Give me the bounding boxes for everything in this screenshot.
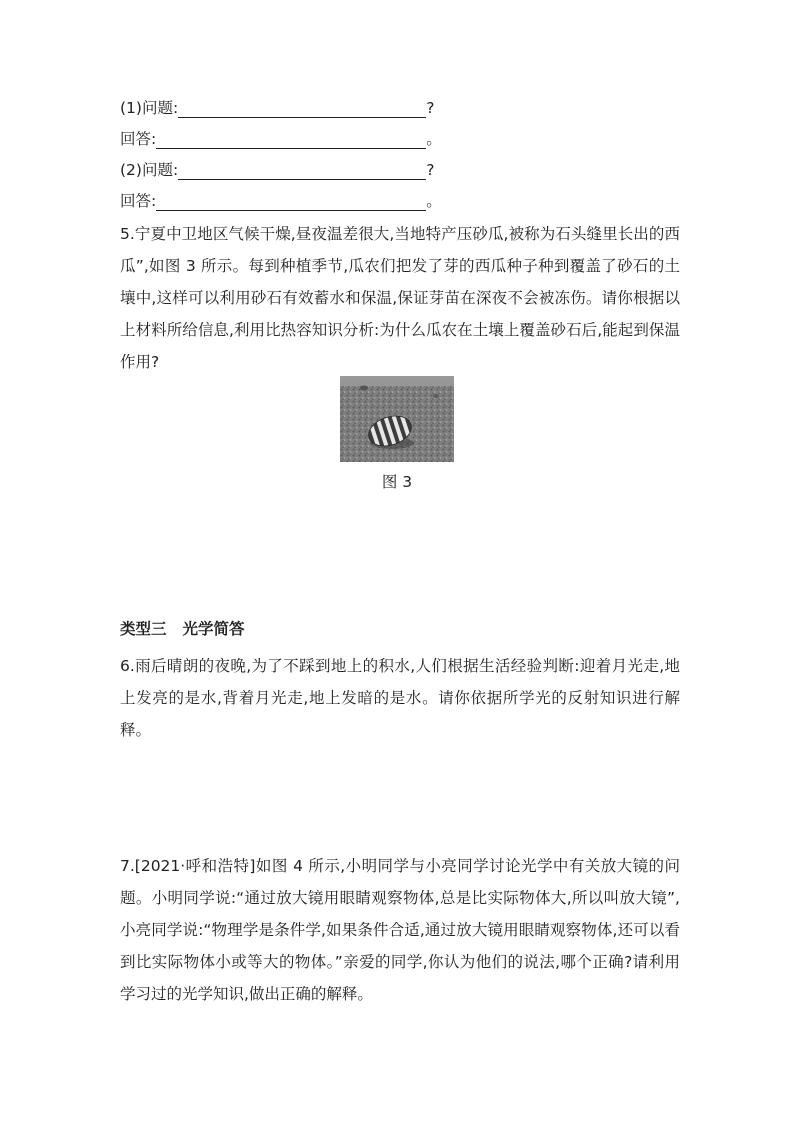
section-heading	[120, 618, 245, 640]
blank-prefix: 回答:	[120, 192, 157, 210]
blank-suffix: ?	[426, 99, 435, 117]
question-6: 6.雨后晴朗的夜晚,为了不踩到地上的积水,人们根据生活经验判断:迎着月光走,地上发亮的是水,背着月光走,地上发暗的是水。请你依据所学光的反射知识进行解释。	[120, 657, 680, 739]
blank-line-2	[120, 129, 442, 149]
figure-3-image	[340, 376, 454, 462]
answer-blank[interactable]	[156, 196, 426, 211]
question-5: 5.宁夏中卫地区气候干燥,昼夜温差很大,当地特产压砂瓜,被称为石头缝里长出的西瓜”,如图 3 所示。每到种植季节,瓜农们把发了芽的西瓜种子种到覆盖了砂石的土壤中,这样可以利用砂石有效蓄水和保温,保证芽苗在深夜不会被冻伤。请你根据以上材料所给信息,利用比热容知识分析:为什么瓜农在土壤上覆盖砂石后,能起到保温作用?	[120, 225, 680, 371]
blank-prefix: (2)问题:	[120, 161, 179, 179]
section-type-label: 类型三	[120, 620, 167, 638]
answer-blank[interactable]	[178, 103, 426, 118]
blank-line-1	[120, 98, 434, 118]
blank-suffix: 。	[426, 192, 442, 210]
blank-prefix: 回答:	[120, 130, 157, 148]
blank-line-3	[120, 160, 434, 180]
figure-3-caption: 图 3	[381, 473, 413, 491]
section-title: 光学简答	[182, 620, 245, 638]
melon-photo-illustration	[340, 376, 454, 462]
blank-suffix: 。	[426, 130, 442, 148]
answer-blank[interactable]	[156, 134, 426, 149]
blank-prefix: (1)问题:	[120, 99, 179, 117]
blank-suffix: ?	[426, 161, 435, 179]
blank-line-4	[120, 191, 442, 211]
question-7: 7.[2021·呼和浩特]如图 4 所示,小明同学与小亮同学讨论光学中有关放大镜的问题。小明同学说:“通过放大镜用眼睛观察物体,总是比实际物体大,所以叫放大镜”,小亮同学说:“物理学是条件学,如果条件合适,通过放大镜用眼睛观察物体,还可以看到比实际物体小或等大的物体。”亲爱的同学,你认为他们的说法,哪个正确?请利用学习过的光学知识,做出正确的解释。	[120, 857, 680, 1003]
answer-blank[interactable]	[178, 165, 426, 180]
